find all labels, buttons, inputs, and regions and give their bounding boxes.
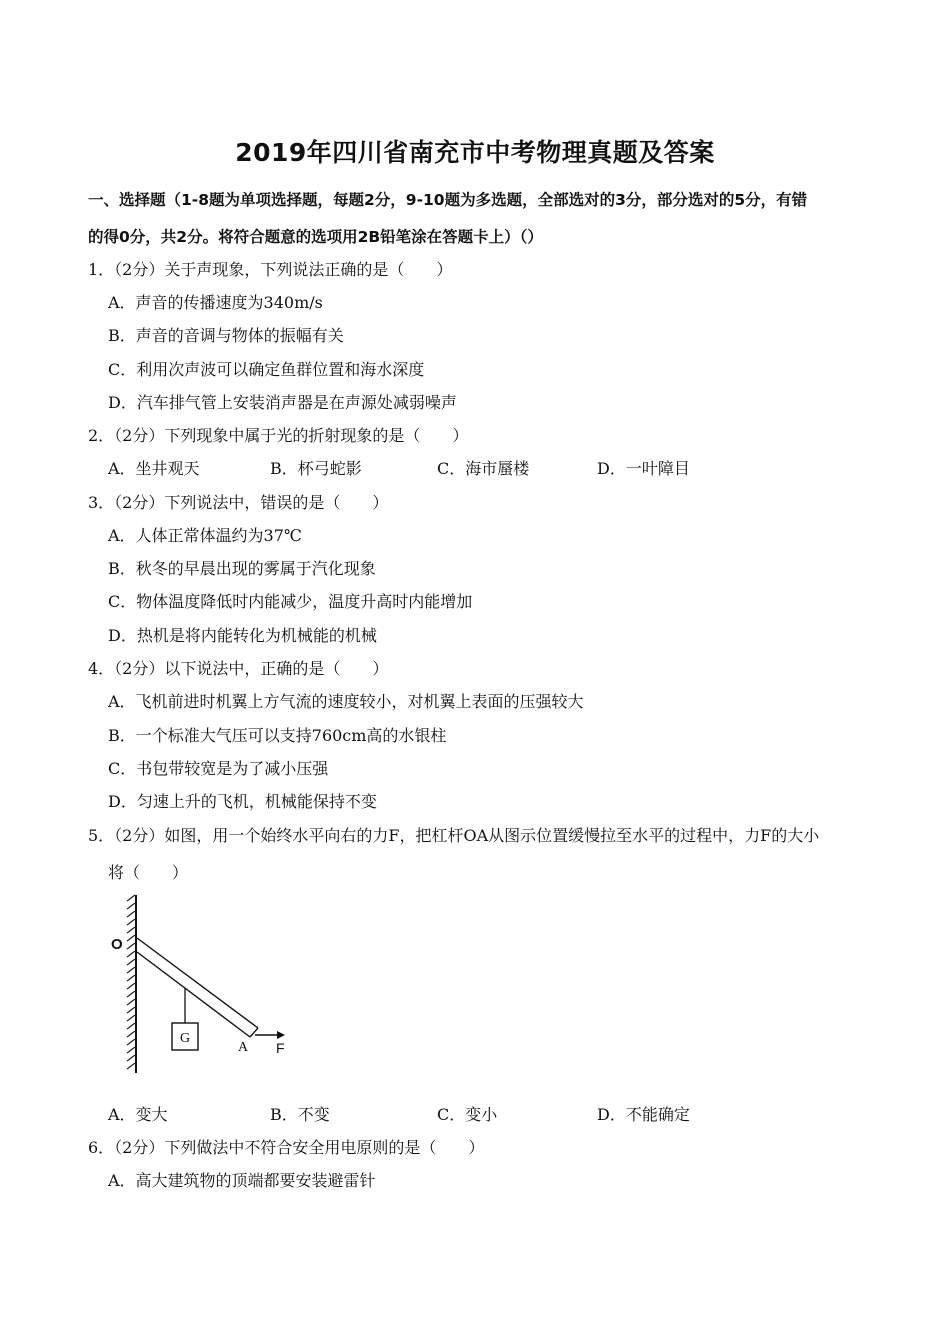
question-4-option-b: B．一个标准大气压可以支持760cm高的水银柱 bbox=[108, 726, 447, 745]
lever-bar-top-edge bbox=[137, 938, 258, 1028]
question-1-option-a: A．声音的传播速度为340m/s bbox=[108, 293, 323, 312]
pivot-label: O bbox=[111, 936, 123, 953]
page-title: 2019年四川省南充市中考物理真题及答案 bbox=[235, 138, 715, 167]
question-3-option-b: B．秋冬的早晨出现的雾属于汽化现象 bbox=[108, 559, 376, 578]
section-heading-line-2: 的得0分，共2分。将符合题意的选项用2B铅笔涂在答题卡上）（） bbox=[88, 228, 543, 246]
question-2-option-c: C．海市蜃楼 bbox=[437, 459, 530, 478]
weight-label: G bbox=[179, 1031, 191, 1046]
question-5-option-a: A．变大 bbox=[108, 1105, 168, 1124]
question-2-option-b: B．杯弓蛇影 bbox=[270, 459, 362, 478]
force-arrowhead bbox=[277, 1031, 285, 1039]
question-5-option-c: C．变小 bbox=[437, 1105, 498, 1124]
question-4-option-a: A．飞机前进时机翼上方气流的速度较小，对机翼上表面的压强较大 bbox=[108, 692, 584, 711]
question-2-option-a: A．坐井观天 bbox=[108, 459, 200, 478]
question-3-option-c: C．物体温度降低时内能减少，温度升高时内能增加 bbox=[108, 592, 473, 611]
question-5-option-b: B．不变 bbox=[270, 1105, 330, 1124]
question-5-stem-line-2: 将（ ） bbox=[108, 863, 189, 882]
question-1-option-c: C．利用次声波可以确定鱼群位置和海水深度 bbox=[108, 360, 425, 379]
end-point-label: A bbox=[238, 1040, 249, 1055]
lever-diagram bbox=[100, 893, 300, 1078]
question-4-option-c: C．书包带较宽是为了减小压强 bbox=[108, 759, 329, 778]
question-3-option-d: D．热机是将内能转化为机械能的机械 bbox=[108, 626, 377, 645]
question-4-option-d: D．匀速上升的飞机，机械能保持不变 bbox=[108, 792, 377, 811]
question-2-option-d: D．一叶障目 bbox=[597, 459, 690, 478]
question-1-option-b: B．声音的音调与物体的振幅有关 bbox=[108, 326, 344, 345]
section-heading-line-1: 一、选择题（1-8题为单项选择题，每题2分，9-10题为多选题，全部选对的3分，部分选对的5分，有错 bbox=[88, 191, 808, 209]
question-3-stem: 3．（2分）下列说法中，错误的是（ ） bbox=[88, 493, 389, 512]
question-6-option-a: A．高大建筑物的顶端都要安装避雷针 bbox=[108, 1171, 376, 1190]
question-3-option-a: A．人体正常体温约为37℃ bbox=[108, 526, 302, 545]
question-1-stem: 1．（2分）关于声现象，下列说法正确的是（ ） bbox=[88, 260, 453, 279]
force-label: F bbox=[276, 1040, 285, 1056]
question-4-stem: 4．（2分）以下说法中，正确的是（ ） bbox=[88, 659, 389, 678]
wall-hatching bbox=[127, 895, 135, 1069]
question-5-stem-line-1: 5．（2分）如图，用一个始终水平向右的力F，把杠杆OA从图示位置缓慢拉至水平的过程中，力F的大小 bbox=[88, 826, 820, 845]
question-5-option-d: D．不能确定 bbox=[597, 1105, 690, 1124]
question-2-stem: 2．（2分）下列现象中属于光的折射现象的是（ ） bbox=[88, 426, 469, 445]
question-1-option-d: D．汽车排气管上安装消声器是在声源处减弱噪声 bbox=[108, 393, 457, 412]
question-6-stem: 6．（2分）下列做法中不符合安全用电原则的是（ ） bbox=[88, 1138, 485, 1157]
